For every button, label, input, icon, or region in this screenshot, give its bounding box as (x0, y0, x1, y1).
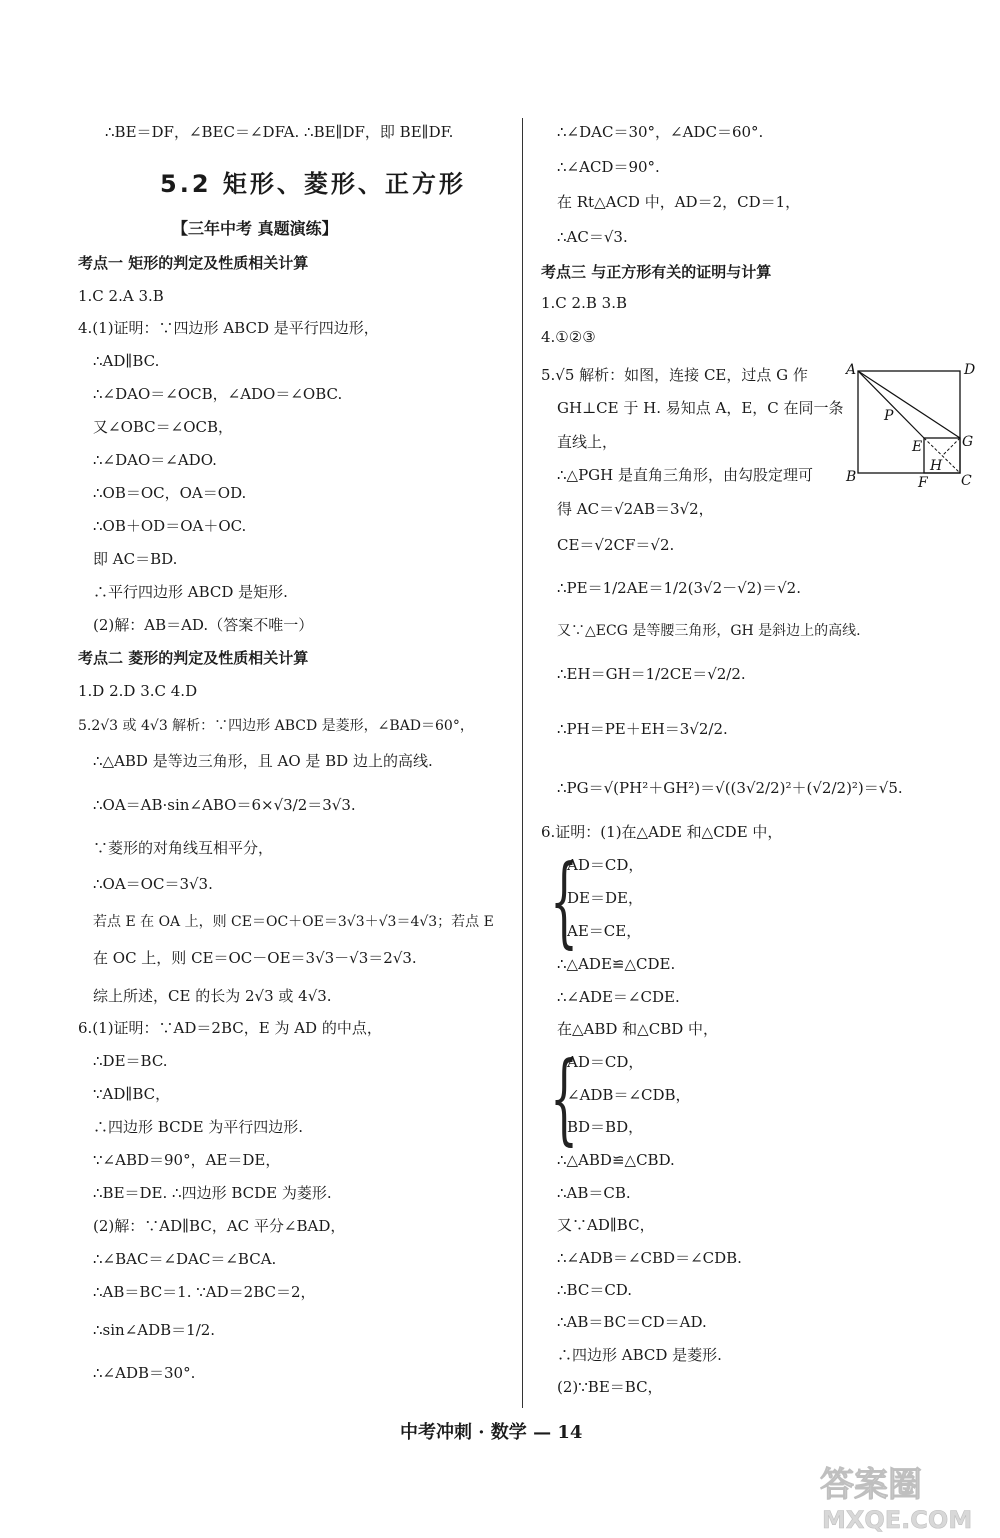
segment-ae (858, 371, 924, 438)
left-line-14: ∴△ABD 是等边三角形，且 AO 是 BD 边上的高线. (93, 752, 433, 770)
label-g: G (962, 434, 974, 450)
left-line-3: ∴AD∥BC. (93, 352, 160, 370)
segment-ag (858, 371, 960, 438)
left-line-31: ∴∠ADB＝30°. (93, 1364, 196, 1382)
left-line-19: 在 OC 上，则 CE＝OC－OE＝3√3－√3＝2√3. (93, 949, 417, 967)
svg-text:MXQE.COM: MXQE.COM (822, 1506, 973, 1534)
right-line-32: ∴AB＝BC＝CD＝AD. (557, 1313, 707, 1331)
left-line-0: ∴BE＝DF，∠BEC＝∠DFA. ∴BE∥DF，即 BE∥DF. (105, 123, 454, 141)
left-line-22: ∴DE＝BC. (93, 1052, 168, 1070)
left-line-13: 5.2√3 或 4√3 解析：∵四边形 ABCD 是菱形，∠BAD＝60°， (78, 718, 474, 734)
right-line-31: ∴BC＝CD. (557, 1281, 633, 1299)
right-line-34: (2)∵BE＝BC， (557, 1378, 663, 1396)
right-line-19: DE＝DE， (567, 889, 643, 907)
left-line-6: ∴∠DAO＝∠ADO. (93, 451, 217, 469)
left-line-16: ∵菱形的对角线互相平分， (93, 839, 274, 857)
right-line-20: AE＝CE， (567, 922, 642, 940)
left-line-17: ∴OA＝OC＝3√3. (93, 875, 213, 893)
left-brace-2: { (550, 1042, 579, 1156)
right-line-8: 直线上， (557, 433, 618, 451)
left-line-10: ∴平行四边形 ABCD 是矩形. (93, 583, 288, 601)
left-line-2: 4.(1)证明：∵四边形 ABCD 是平行四边形， (78, 319, 379, 337)
left-line-27: (2)解：∵AD∥BC，AC 平分∠BAD， (93, 1217, 346, 1235)
left-line-7: ∴OB＝OC，OA＝OD. (93, 484, 247, 502)
left-line-5: 又∠OBC＝∠OCB， (93, 418, 234, 436)
topic-heading-2: 考点二 菱形的判定及性质相关计算 (78, 649, 309, 667)
right-line-22: ∴∠ADE＝∠CDE. (557, 988, 680, 1006)
segment-gh (942, 438, 960, 456)
right-line-29: 又∵AD∥BC， (557, 1216, 655, 1234)
label-c: C (961, 473, 972, 489)
label-h: H (930, 458, 943, 474)
svg-text:答案圈: 答案圈 (820, 1465, 922, 1505)
right-line-10: 得 AC＝√2AB＝3√2， (557, 500, 714, 518)
left-brace-1: { (550, 845, 579, 959)
left-line-29: ∴AB＝BC＝1. ∵AD＝2BC＝2， (93, 1283, 316, 1301)
right-line-27: ∴△ABD≌△CBD. (557, 1151, 675, 1169)
right-line-17: 6.证明：(1)在△ADE 和△CDE 中， (541, 823, 783, 841)
right-line-25: ∠ADB＝∠CDB， (567, 1086, 691, 1104)
label-e: E (912, 439, 923, 455)
geometry-figure (840, 358, 980, 490)
right-line-24: AD＝CD， (567, 1053, 644, 1071)
left-line-15: ∴OA＝AB·sin∠ABO＝6×√3/2＝3√3. (93, 796, 356, 814)
left-line-28: ∴∠BAC＝∠DAC＝∠BCA. (93, 1250, 277, 1268)
label-f: F (918, 475, 928, 490)
right-line-0: ∴∠DAC＝30°，∠ADC＝60°. (557, 123, 764, 141)
left-line-18: 若点 E 在 OA 上，则 CE＝OC＋OE＝3√3＋√3＝4√3；若点 E (93, 914, 494, 930)
right-line-28: ∴AB＝CB. (557, 1184, 631, 1202)
left-line-12: 1.D 2.D 3.C 4.D (78, 682, 198, 700)
topic-heading-3: 考点三 与正方形有关的证明与计算 (541, 263, 772, 281)
right-line-13: 又∵△ECG 是等腰三角形，GH 是斜边上的高线. (557, 623, 861, 639)
section-title: 5.2 矩形、菱形、正方形 (160, 170, 466, 198)
right-line-5: 4.①②③ (541, 328, 596, 346)
label-d: D (964, 362, 976, 378)
left-line-30: ∴sin∠ADB＝1/2. (93, 1321, 216, 1339)
page-footer: 中考冲刺 · 数学 — 14 (400, 1422, 583, 1443)
right-line-23: 在△ABD 和△CBD 中， (557, 1020, 719, 1038)
right-line-33: ∴四边形 ABCD 是菱形. (557, 1346, 722, 1364)
right-line-2: 在 Rt△ACD 中，AD＝2，CD＝1， (557, 193, 801, 211)
right-line-1: ∴∠ACD＝90°. (557, 158, 660, 176)
right-line-16: ∴PG＝√(PH²＋GH²)＝√((3√2/2)²＋(√2/2)²)＝√5. (557, 779, 903, 797)
left-line-25: ∵∠ABD＝90°，AE＝DE， (93, 1151, 281, 1169)
left-line-8: ∴OB＋OD＝OA＋OC. (93, 517, 247, 535)
left-line-4: ∴∠DAO＝∠OCB，∠ADO＝∠OBC. (93, 385, 343, 403)
left-line-24: ∴四边形 BCDE 为平行四边形. (93, 1118, 304, 1136)
right-line-4: 1.C 2.B 3.B (541, 294, 627, 312)
left-line-26: ∴BE＝DE. ∴四边形 BCDE 为菱形. (93, 1184, 332, 1202)
right-line-15: ∴PH＝PE＋EH＝3√2/2. (557, 720, 728, 738)
left-line-21: 6.(1)证明：∵AD＝2BC，E 为 AD 的中点， (78, 1019, 382, 1037)
right-line-9: ∴△PGH 是直角三角形，由勾股定理可 (557, 466, 814, 484)
watermark-logo (816, 1460, 991, 1534)
right-line-26: BD＝BD， (567, 1118, 644, 1136)
right-line-12: ∴PE＝1/2AE＝1/2(3√2－√2)＝√2. (557, 579, 801, 597)
right-line-3: ∴AC＝√3. (557, 228, 628, 246)
column-divider (522, 118, 523, 1408)
right-line-21: ∴△ADE≌△CDE. (557, 955, 676, 973)
left-line-1: 1.C 2.A 3.B (78, 287, 164, 305)
right-line-30: ∴∠ADB＝∠CBD＝∠CDB. (557, 1249, 742, 1267)
right-line-6: 5.√5 解析：如图，连接 CE，过点 G 作 (541, 366, 808, 384)
label-a: A (846, 362, 857, 378)
right-line-14: ∴EH＝GH＝1/2CE＝√2/2. (557, 665, 746, 683)
right-line-11: CE＝√2CF＝√2. (557, 536, 675, 554)
label-p: P (884, 408, 894, 424)
left-line-20: 综上所述，CE 的长为 2√3 或 4√3. (93, 987, 332, 1005)
left-line-9: 即 AC＝BD. (93, 550, 178, 568)
right-line-7: GH⊥CE 于 H. 易知点 A，E，C 在同一条 (557, 399, 844, 417)
left-line-23: ∵AD∥BC， (93, 1085, 171, 1103)
topic-heading-1: 考点一 矩形的判定及性质相关计算 (78, 254, 309, 272)
label-b: B (846, 469, 857, 485)
right-line-18: AD＝CD， (567, 856, 644, 874)
banner-heading: 【三年中考 真题演练】 (172, 219, 338, 238)
left-line-11: (2)解：AB＝AD.（答案不唯一） (93, 616, 314, 634)
